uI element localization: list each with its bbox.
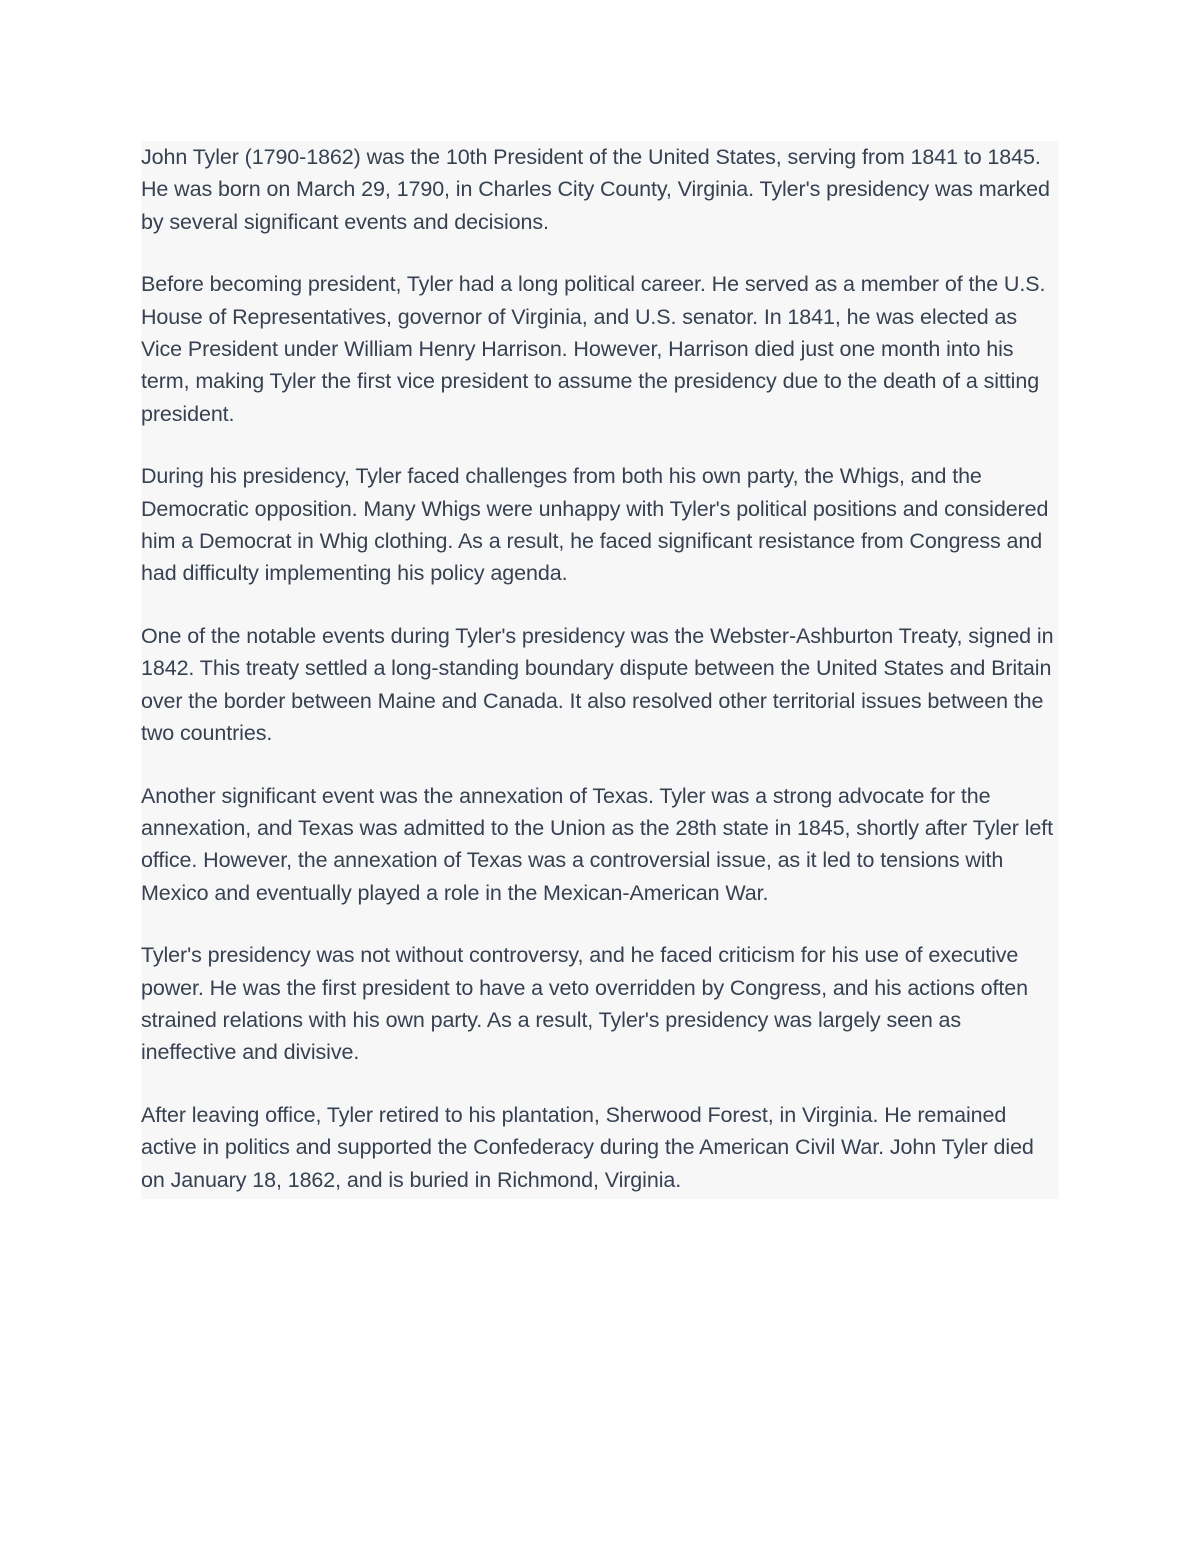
text-block bbox=[141, 141, 1059, 1199]
paragraph-4: One of the notable events during Tyler's presidency was the Webster-Ashburton Treaty, signed in 1842. This treaty settled a long-standing boundary dispute between the United States and Britain over the border between Maine and Canada. It also resolved other territorial issues between the two countries. bbox=[141, 623, 1054, 746]
paragraph-5: Another significant event was the annexation of Texas. Tyler was a strong advocate for the annexation, and Texas was admitted to the Union as the 28th state in 1845, shortly after Tyler left office. However, the annexation of Texas was a controversial issue, as it led to tensions with Mexico and eventually played a role in the Mexican-American War. bbox=[141, 783, 1053, 905]
paragraph-7: After leaving office, Tyler retired to his plantation, Sherwood Forest, in Virginia. He remained active in politics and supported the Confederacy during the American Civil War. John Tyler died on January 18, 1862, and is buried in Richmond, Virginia. bbox=[141, 1102, 1034, 1192]
paragraph-3: During his presidency, Tyler faced challenges from both his own party, the Whigs, and the Democratic opposition. Many Whigs were unhappy with Tyler's political positions and considered him a Democrat in Whig clothing. As a result, he faced significant resistance from Congress and had difficulty implementing his policy agenda. bbox=[141, 464, 1049, 586]
paragraph-1: John Tyler (1790-1862) was the 10th President of the United States, serving from 1841 to 1845. He was born on March 29, 1790, in Charles City County, Virginia. Tyler's presidency was marked by several significant events and decisions. bbox=[141, 145, 1050, 234]
paragraph-2: Before becoming president, Tyler had a long political career. He served as a member of the U.S. House of Representatives, governor of Virginia, and U.S. senator. In 1841, he was elected as Vice President under William Henry Harrison. However, Harrison died just one month into his term, making Tyler the first vice president to assume the presidency due to the death of a sitting president. bbox=[141, 272, 1046, 426]
paragraph-6: Tyler's presidency was not without controversy, and he faced criticism for his use of executive power. He was the first president to have a veto overridden by Congress, and his actions often strained relations with his own party. As a result, Tyler's presidency was largely seen as ineffective and divisive. bbox=[141, 943, 1028, 1065]
